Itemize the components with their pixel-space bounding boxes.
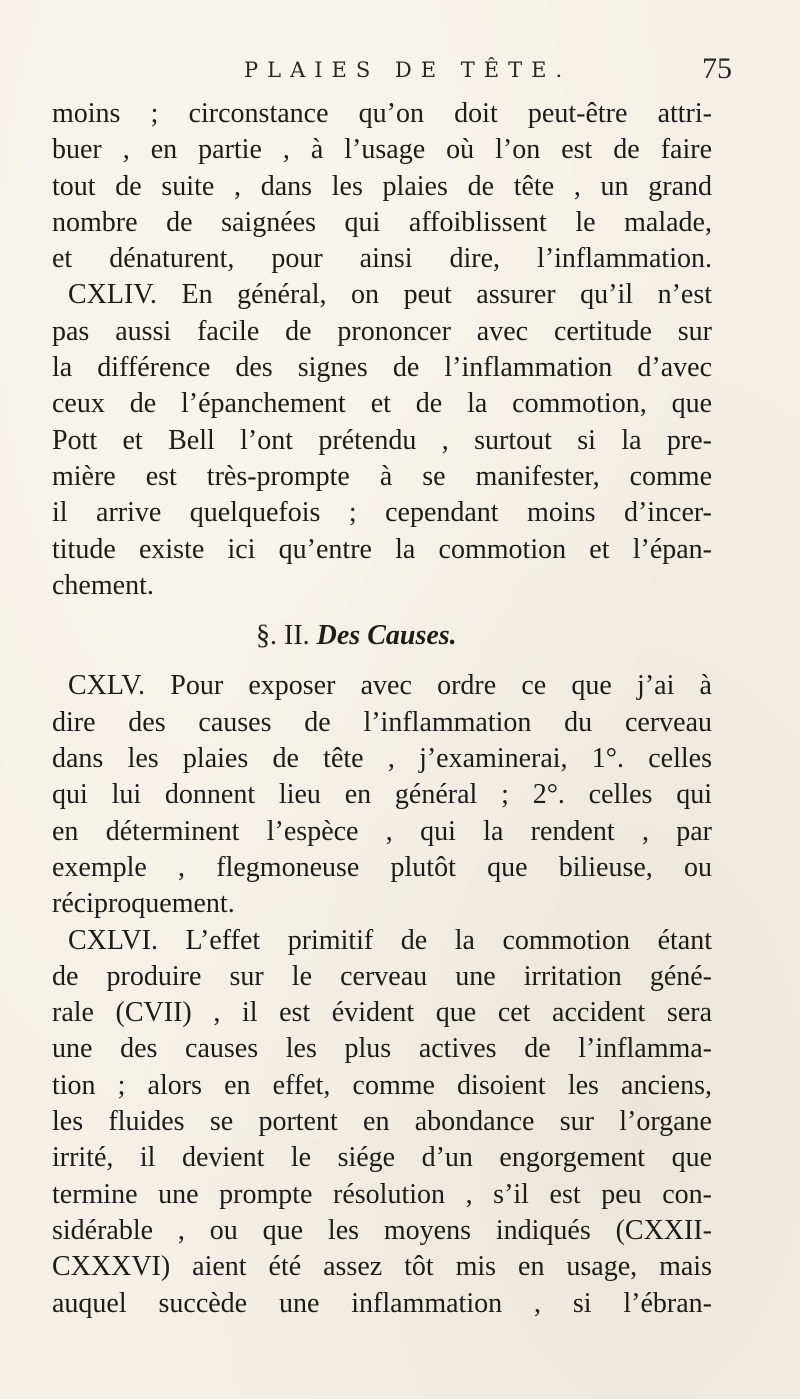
section-number: §. II. [256, 620, 310, 652]
text-line: ceux de l’épanchement et de la commotion, que [52, 388, 712, 420]
paragraph-start-cxlv: CXLV. Pour exposer avec ordre ce que j’ai à [68, 670, 712, 702]
text-line: sidérable , ou que les moyens indiqués (CXXII- [52, 1214, 712, 1246]
running-head: PLAIES DE TÊTE. [244, 58, 572, 82]
paragraph-start-cxlvi: CXLVI. L’effet primitif de la commotion étant [68, 924, 712, 956]
text-line: moins ; circonstance qu’on doit peut-être attri- [52, 98, 712, 129]
text-line: en déterminent l’espèce , qui la rendent , par [52, 815, 712, 847]
text-line: CXXXVI) aient été assez tôt mis en usage, mais [52, 1251, 712, 1283]
section-heading [52, 618, 712, 654]
text-line: exemple , flegmoneuse plutôt que bilieuse, ou [52, 851, 712, 883]
text-line: tion ; alors en effet, comme disoient les anciens, [52, 1069, 712, 1101]
page-number: 75 [702, 52, 732, 85]
text-line: chement. [52, 569, 154, 601]
text-line: dire des causes de l’inflammation du cerveau [52, 706, 712, 738]
text-line: termine une prompte résolution , s’il est peu con- [52, 1178, 712, 1210]
text-line: dans les plaies de tête , j’examinerai, 1°. celles [52, 743, 712, 775]
text-line: et dénaturent, pour ainsi dire, l’inflammation. [52, 243, 712, 275]
text-line: une des causes les plus actives de l’inflamma- [52, 1033, 712, 1065]
text-line: la différence des signes de l’inflammation d’avec [52, 352, 712, 384]
text-line: buer , en partie , à l’usage où l’on est de faire [52, 134, 712, 166]
text-line: qui lui donnent lieu en général ; 2°. celles qui [52, 779, 712, 811]
text-line: irrité, il devient le siége d’un engorgement que [52, 1142, 712, 1174]
text-line: titude existe ici qu’entre la commotion et l’épan- [52, 533, 712, 565]
body-text [52, 96, 712, 1322]
text-line: pas aussi facile de prononcer avec certitude sur [52, 315, 712, 347]
text-line: nombre de saignées qui affoiblissent le malade, [52, 206, 712, 238]
text-line: Pott et Bell l’ont prétendu , surtout si la pre- [52, 424, 712, 456]
text-line: de produire sur le cerveau une irritation géné- [52, 960, 712, 992]
text-line: mière est très-prompte à se manifester, comme [52, 460, 712, 492]
text-line: il arrive quelquefois ; cependant moins d’incer- [52, 497, 712, 529]
paragraph-start-cxliv: CXLIV. En général, on peut assurer qu’il n’est [68, 279, 712, 311]
text-line: tout de suite , dans les plaies de tête , un grand [52, 170, 712, 202]
section-title: Des Causes. [316, 620, 457, 652]
text-line: réciproquement. [52, 888, 235, 920]
text-line: les fluides se portent en abondance sur l’organe [52, 1106, 712, 1138]
text-line: rale (CVII) , il est évident que cet accident sera [52, 997, 712, 1029]
text-line: auquel succède une inflammation , si l’ébran- [52, 1287, 712, 1319]
